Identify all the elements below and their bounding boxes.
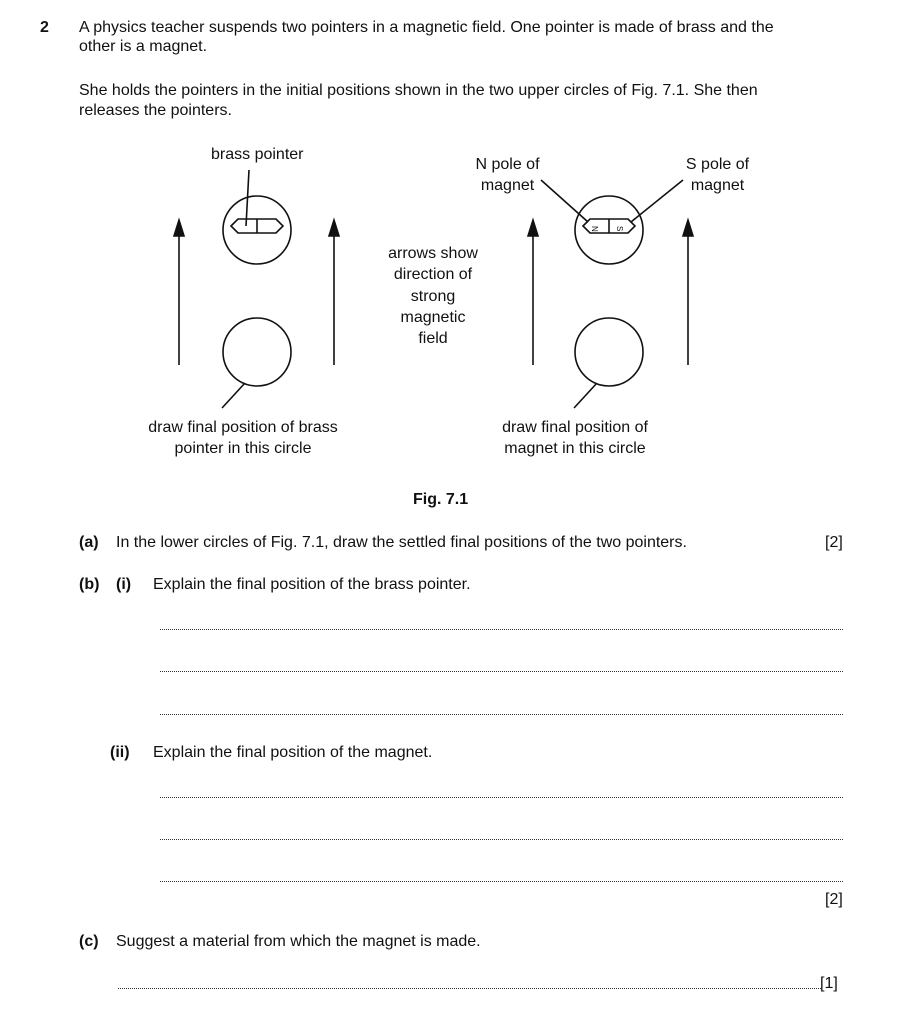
- figure-caption: Fig. 7.1: [413, 491, 469, 508]
- draw-brass-label: draw final position of brass: [148, 419, 338, 436]
- answer-line-bii[interactable]: [160, 797, 843, 798]
- draw-brass-label: pointer in this circle: [174, 440, 312, 457]
- magnet-lower-circle: [575, 318, 643, 386]
- answer-line-bi[interactable]: [160, 714, 843, 715]
- part-b-label: (b): [79, 576, 100, 593]
- part-bi-text: Explain the final position of the brass pointer.: [153, 576, 471, 593]
- draw-magnet-label: magnet in this circle: [504, 440, 646, 457]
- brass-pointer-label: brass pointer: [211, 146, 304, 163]
- arrows-label: field: [418, 330, 448, 347]
- arrows-label: strong: [410, 288, 456, 305]
- n-pole-label: magnet: [480, 177, 535, 194]
- field-arrow-icon: [528, 220, 538, 365]
- arrows-label: direction of: [393, 266, 473, 283]
- field-arrow-icon: [174, 220, 184, 365]
- answer-line-bii[interactable]: [160, 839, 843, 840]
- answer-line-bi[interactable]: [160, 671, 843, 672]
- magnet-n-text: N: [590, 226, 599, 232]
- arrows-label: magnetic: [400, 309, 466, 326]
- field-arrow-icon: [683, 220, 693, 365]
- magnet-s-text: S: [615, 226, 624, 232]
- part-a-marks: [2]: [825, 534, 843, 551]
- draw-magnet-label: draw final position of: [502, 419, 648, 436]
- question-number: 2: [40, 19, 49, 36]
- part-c-label: (c): [79, 933, 99, 950]
- intro-text: other is a magnet.: [79, 38, 208, 55]
- s-pole-label: magnet: [690, 177, 745, 194]
- answer-line-c[interactable]: [118, 988, 821, 989]
- instructions-text: She holds the pointers in the initial positions shown in the two upper circles of Fig. 7.1. She then: [79, 82, 758, 99]
- part-b-marks: [2]: [825, 891, 843, 908]
- part-bi-label: (i): [116, 576, 132, 593]
- field-arrow-icon: [329, 220, 339, 365]
- answer-line-bii[interactable]: [160, 881, 843, 882]
- part-a-text: In the lower circles of Fig. 7.1, draw the settled final positions of the two pointers.: [116, 534, 687, 551]
- n-pole-label: N pole of: [475, 156, 540, 173]
- arrows-label: arrows show: [388, 245, 478, 262]
- part-c-text: Suggest a material from which the magnet is made.: [116, 933, 481, 950]
- part-a-label: (a): [79, 534, 99, 551]
- part-bii-text: Explain the final position of the magnet.: [153, 744, 433, 761]
- instructions-text: releases the pointers.: [79, 102, 232, 119]
- answer-line-bi[interactable]: [160, 629, 843, 630]
- part-bii-label: (ii): [110, 744, 130, 761]
- s-pole-label: S pole of: [685, 156, 750, 173]
- brass-lower-circle: [223, 318, 291, 386]
- part-c-marks: [1]: [820, 975, 838, 992]
- intro-text: A physics teacher suspends two pointers in a magnetic field. One pointer is made of brass and the: [79, 19, 774, 36]
